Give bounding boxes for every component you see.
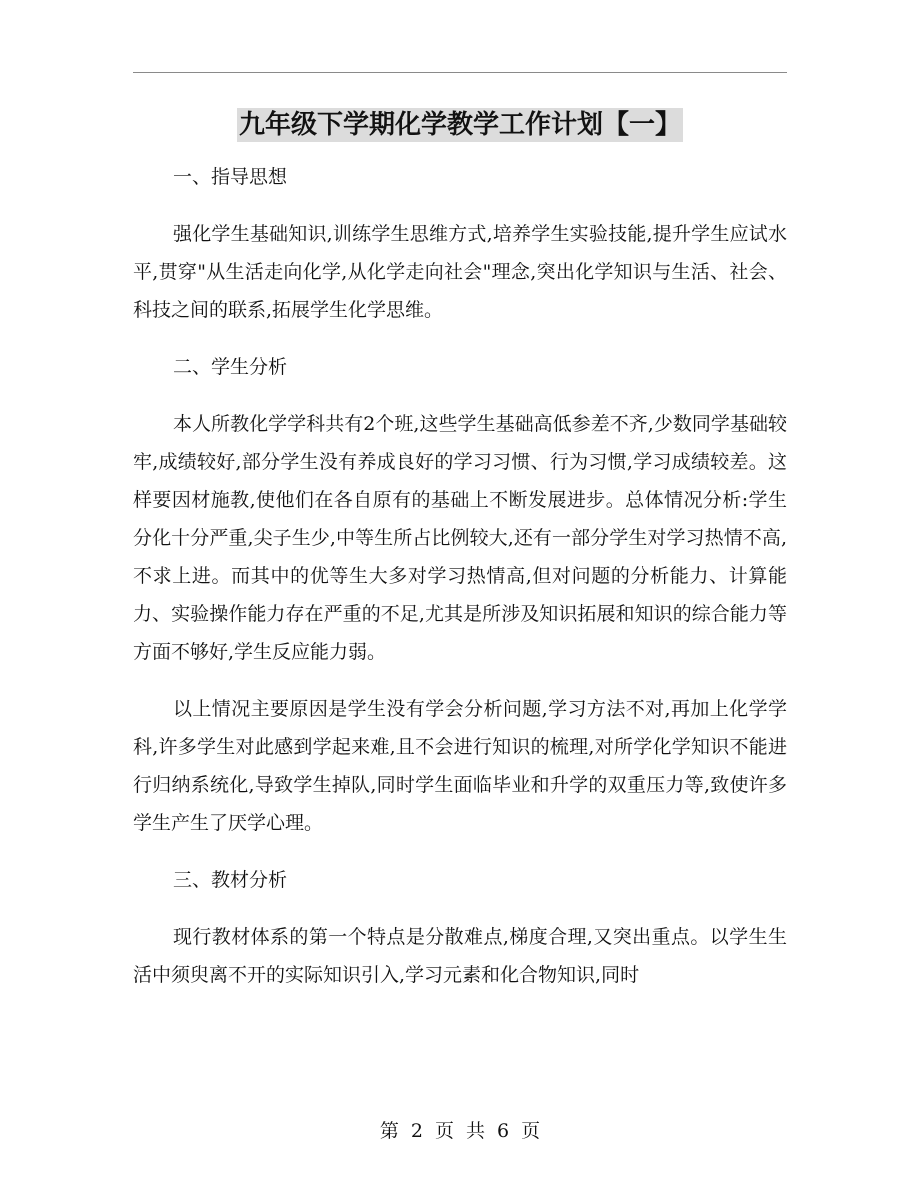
paragraph: 本人所教化学学科共有2个班,这些学生基础高低参差不齐,少数同学基础较牢,成绩较好,部分学生没有养成良好的学习习惯、行为习惯,学习成绩较差。这样要因材施教,使他们在各自原有的基础上不断发展进步。总体情况分析:学生分化十分严重,尖子生少,中等生所占比例较大,还有一部分学生对学习热情不高,不求上进。而其中的优等生大多对学习热情高,但对问题的分析能力、计算能力、实验操作能力存在严重的不足,尤其是所涉及知识拓展和知识的综合能力等方面不够好,学生反应能力弱。 [133,413,787,663]
paragraph: 以上情况主要原因是学生没有学会分析问题,学习方法不对,再加上化学学科,许多学生对此感到学起来难,且不会进行知识的梳理,对所学化学知识不能进行归纳系统化,导致学生掉队,同时学生面临毕业和升学的双重压力等,致使许多学生产生了厌学心理。 [133,698,787,834]
document-body [133,158,787,994]
document-title-text: 九年级下学期化学教学工作计划【一】 [238,110,681,140]
section-heading-textbook-analysis: 三、教材分析 [173,869,288,891]
section-heading-guiding-ideology: 一、指导思想 [173,166,288,188]
page-number-footer: 第 2 页 共 6 页 [379,1120,541,1142]
header-rule [133,72,787,73]
document-title [0,104,920,146]
section-heading-student-analysis: 二、学生分析 [173,356,288,378]
paragraph: 现行教材体系的第一个特点是分散难点,梯度合理,又突出重点。以学生生活中须臾离不开的实际知识引入,学习元素和化合物知识,同时 [133,926,787,986]
paragraph: 强化学生基础知识,训练学生思维方式,培养学生实验技能,提升学生应试水平,贯穿"从生活走向化学,从化学走向社会"理念,突出化学知识与生活、社会、科技之间的联系,拓展学生化学思维。 [133,223,787,321]
